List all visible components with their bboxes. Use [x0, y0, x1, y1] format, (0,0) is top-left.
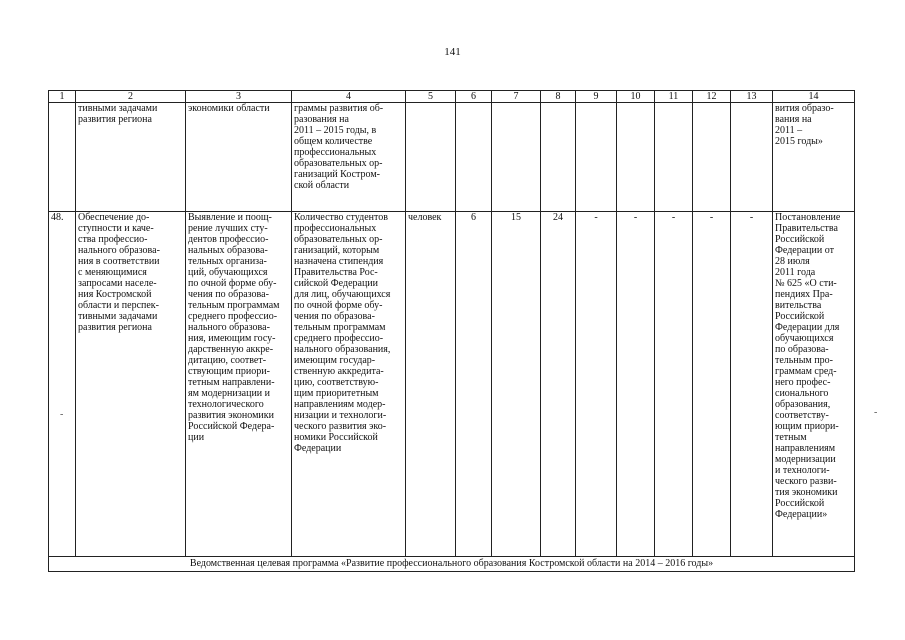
cell-value-12: [693, 103, 731, 212]
header-col-11: 11: [655, 91, 693, 103]
header-col-4: 4: [292, 91, 406, 103]
header-col-12: 12: [693, 91, 731, 103]
cell-value-9: -: [576, 212, 617, 557]
cell-value-7: [492, 103, 541, 212]
program-title-row: [49, 557, 855, 572]
header-col-10: 10: [617, 91, 655, 103]
cell-value-9: [576, 103, 617, 212]
cell-value-8: 24: [541, 212, 576, 557]
indicators-table: [48, 90, 855, 572]
cell-value-10: [617, 103, 655, 212]
cell-value-13: [731, 103, 773, 212]
header-col-3: 3: [186, 91, 292, 103]
table-row-48: [49, 212, 855, 557]
program-title: Ведомственная целевая программа «Развитие профессионального образования Костромской области на 2014 – 2016 годы»: [49, 557, 855, 572]
cell-indicator: граммы развития об- разования на 2011 – 2015 годы, в общем количестве профессиональных образовательных ор- ганизаций Костром- ской области: [292, 103, 406, 212]
cell-source: вития образо- вания на 2011 – 2015 годы»: [773, 103, 855, 212]
cell-activity: Выявление и поощ- рение лучших сту- дентов профессио- нальных образова- тельных организа- ций, обучающихся по очной форме обу- чения по образова- тельным программам среднего профессио- нального образова- ния, имеющим госу- дарственную аккре- дитацию, соответ- ствующим приори- тетным направлени- ям модернизации и технологического развития экономики Российской Федера- ции: [186, 212, 292, 557]
header-col-7: 7: [492, 91, 541, 103]
cell-unit: человек: [406, 212, 456, 557]
cell-number: [49, 103, 76, 212]
cell-unit: [406, 103, 456, 212]
cell-value-6: [456, 103, 492, 212]
table-row-continued: [49, 103, 855, 212]
cell-task: Обеспечение до- ступности и каче- ства профессио- нального образова- ния в соответствии с меняющимися запросами населе- ния Костромской области и перспек- тивными задачами развития региона: [76, 212, 186, 557]
cell-value-8: [541, 103, 576, 212]
cell-value-11: -: [655, 212, 693, 557]
header-col-9: 9: [576, 91, 617, 103]
page-number: 141: [444, 46, 461, 58]
header-col-6: 6: [456, 91, 492, 103]
column-number-header: [49, 91, 855, 103]
cell-value-13: -: [731, 212, 773, 557]
cell-activity: экономики области: [186, 103, 292, 212]
cell-value-7: 15: [492, 212, 541, 557]
header-col-8: 8: [541, 91, 576, 103]
cell-value-10: -: [617, 212, 655, 557]
header-col-13: 13: [731, 91, 773, 103]
scan-mark-left: -: [60, 409, 64, 420]
header-col-14: 14: [773, 91, 855, 103]
cell-indicator: Количество студентов профессиональных образовательных ор- ганизаций, которым назначена стипендия Правительства Рос- сийской Федерации для лиц, обучающихся по очной форме обу- чения по образова- тельным программам среднего профессио- нального образования, имеющим государ- ственную аккредита- цию, соответствую- щим приоритетным направлениям модер- низации и технологи- ческого развития эко- номики Российской Федерации: [292, 212, 406, 557]
cell-value-6: 6: [456, 212, 492, 557]
scan-mark-right: -: [874, 407, 878, 418]
cell-source: Постановление Правительства Российской Федерации от 28 июля 2011 года № 625 «О сти- пендиях Пра- вительства Российской Федерации для обучающихся по образова- тельным про- граммам сред- него профес- сионального образования, соответству- ющим приори- тетным направлениям модернизации и технологи- ческого разви- тия экономики Российской Федерации»: [773, 212, 855, 557]
cell-task: тивными задачами развития региона: [76, 103, 186, 212]
cell-value-11: [655, 103, 693, 212]
cell-number: 48.: [49, 212, 76, 557]
header-col-2: 2: [76, 91, 186, 103]
cell-value-12: -: [693, 212, 731, 557]
header-col-1: 1: [49, 91, 76, 103]
header-col-5: 5: [406, 91, 456, 103]
